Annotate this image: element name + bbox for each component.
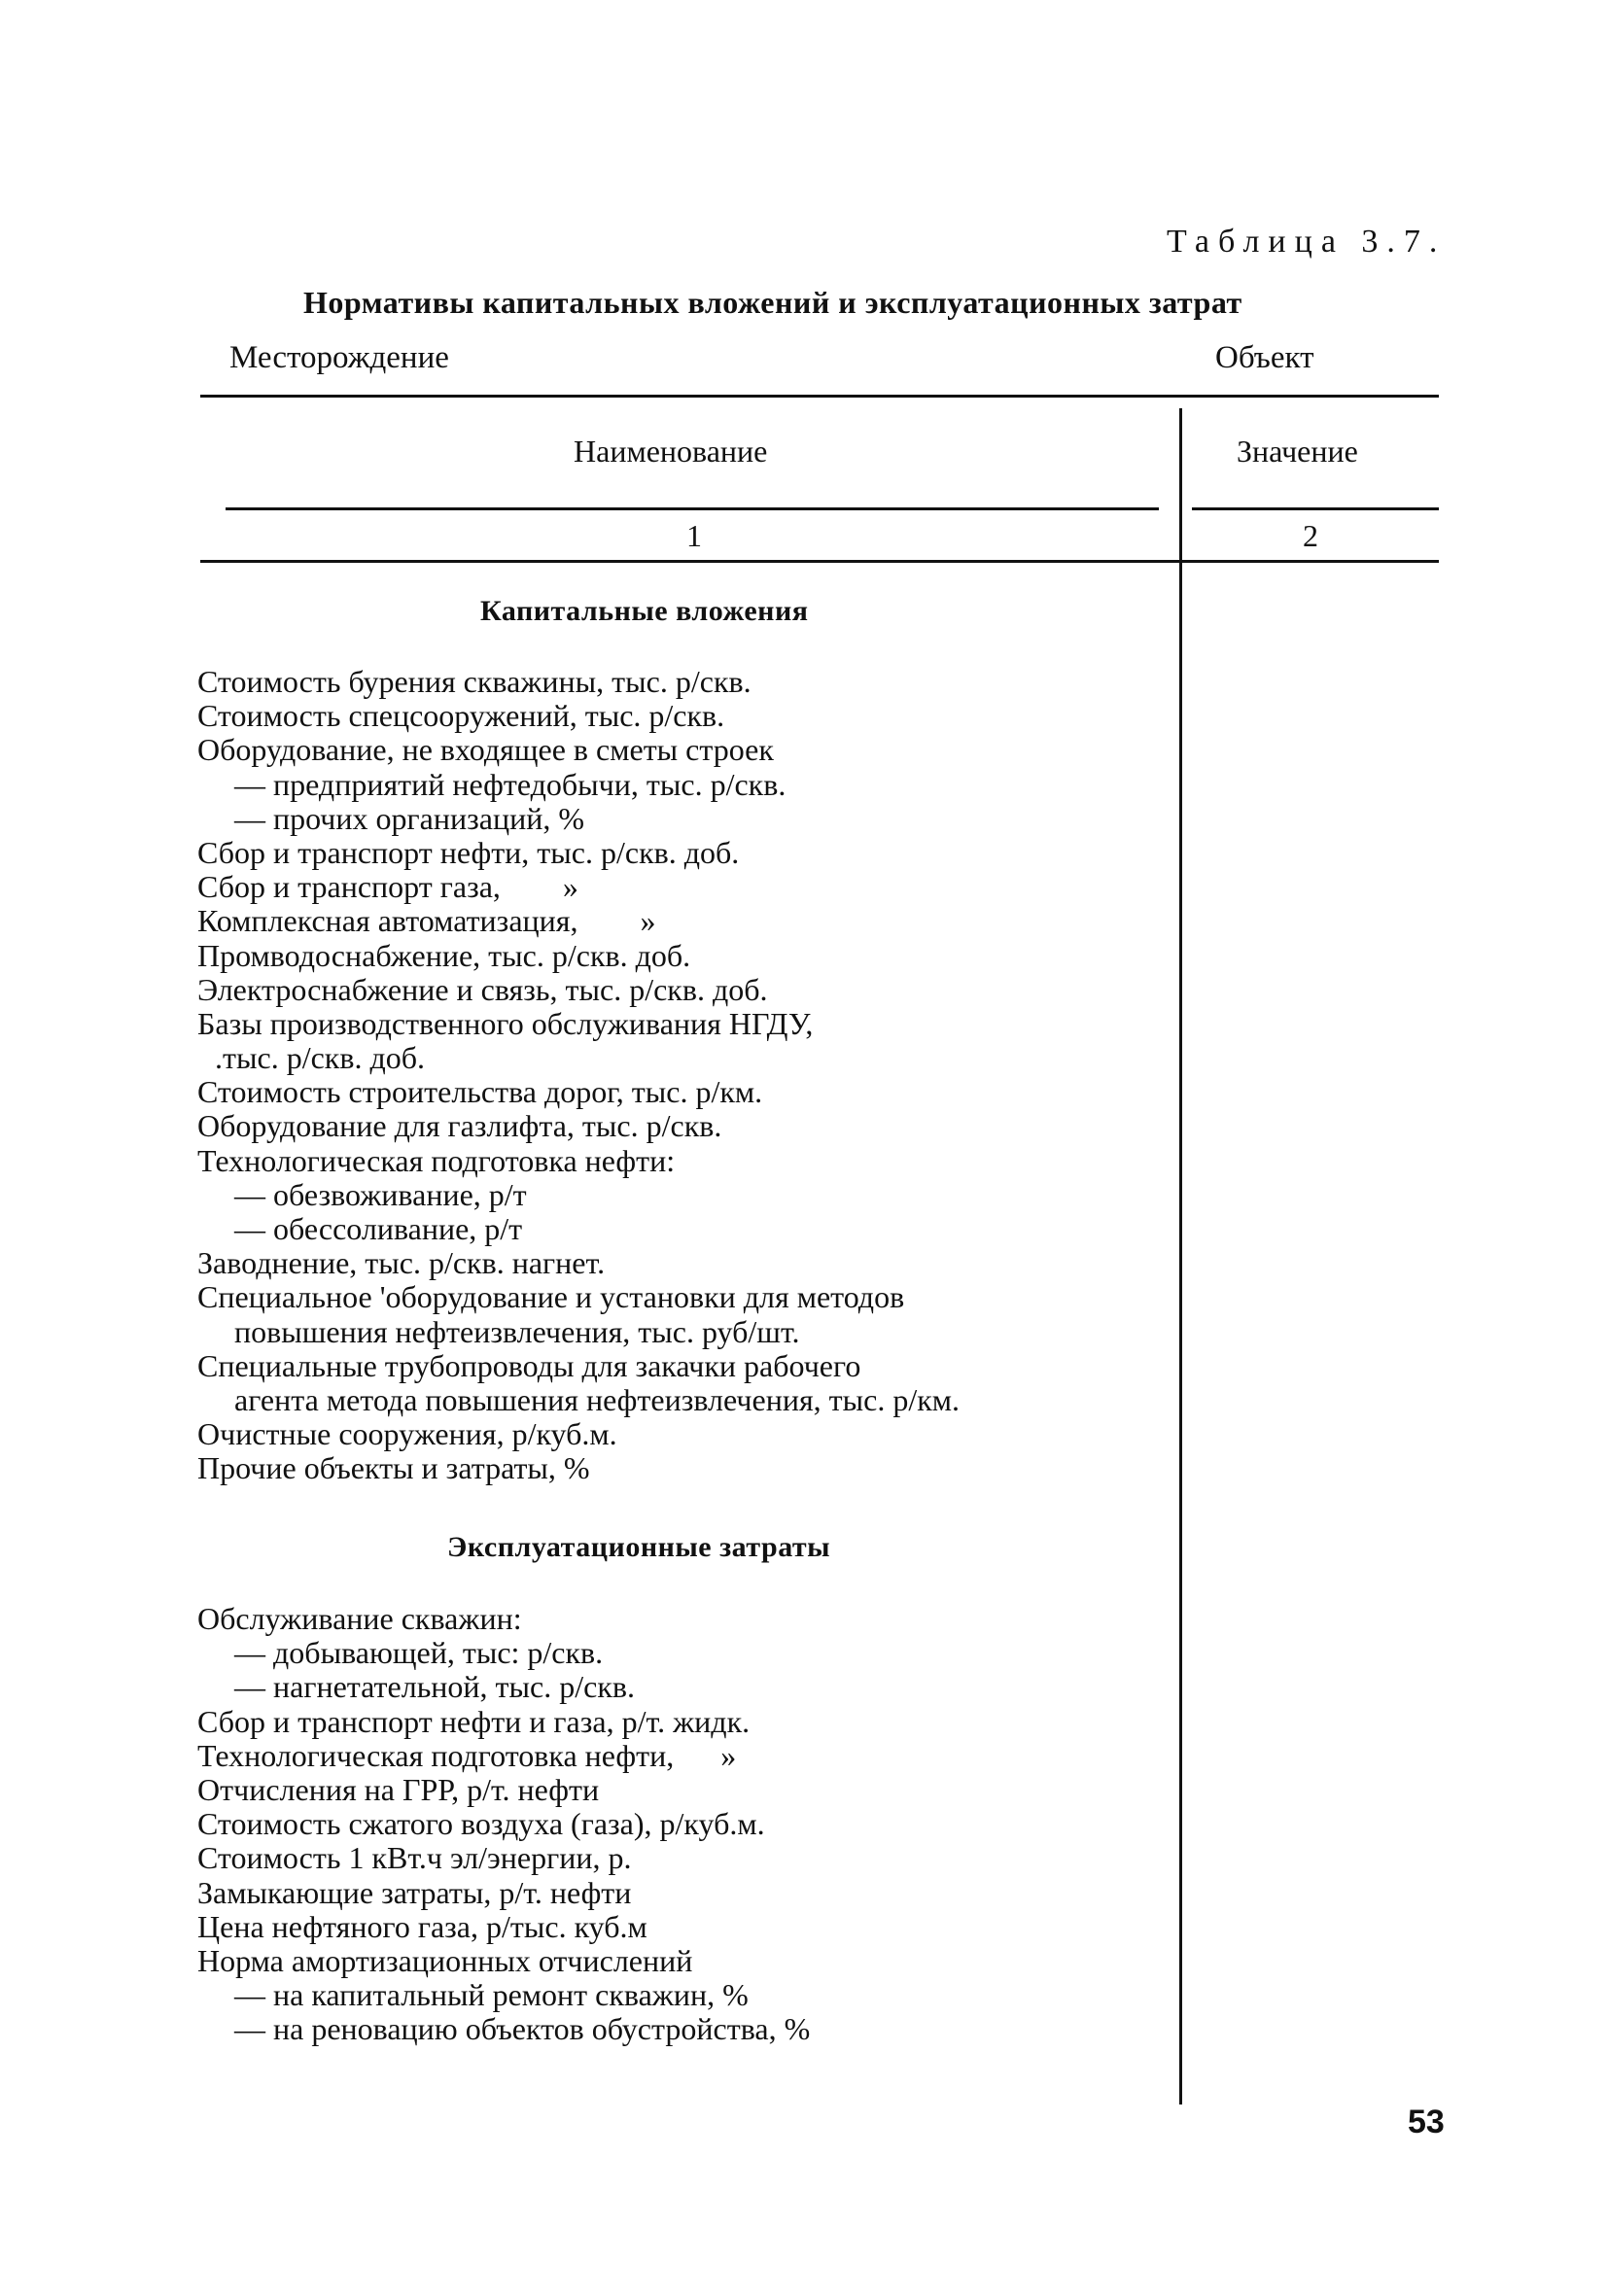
list-item: Заводнение, тыс. р/скв. нагнет. [197, 1245, 606, 1281]
section-title-operating: Эксплуатационные затраты [447, 1531, 831, 1563]
list-item: Специальное 'оборудование и установки для методов [197, 1279, 905, 1315]
list-item: — на капитальный ремонт скважин, % [234, 1977, 749, 2013]
list-item: Сбор и транспорт газа, » [197, 869, 578, 905]
list-item: Оборудование для газлифта, тыс. р/скв. [197, 1108, 722, 1144]
operating-items-list [197, 1602, 810, 2046]
object-label: Объект [1215, 340, 1314, 375]
list-item: Промводоснабжение, тыс. р/скв. доб. [197, 937, 691, 973]
list-item: Очистные сооружения, р/куб.м. [197, 1416, 617, 1452]
list-item: — прочих организаций, % [234, 800, 584, 836]
value-header-rule [1192, 507, 1439, 510]
field-label: Месторождение [229, 340, 449, 375]
list-item: Стоимость бурения скважины, тыс. р/скв. [197, 664, 752, 699]
list-item: — обессоливание, р/т [234, 1211, 523, 1246]
table-title: Нормативы капитальных вложений и эксплуатационных затрат [303, 285, 1242, 320]
list-item: Замыкающие затраты, р/т. нефти [197, 1874, 632, 1910]
list-item: Цена нефтяного газа, р/тыс. куб.м [197, 1908, 647, 1944]
list-item: Обслуживание скважин: [197, 1601, 522, 1636]
list-item: — добывающей, тыс: р/скв. [234, 1635, 604, 1671]
list-item: Технологическая подготовка нефти, » [197, 1737, 737, 1773]
column-header-name: Наименование [574, 434, 768, 469]
section-title-capital: Капитальные вложения [480, 595, 809, 627]
list-item: Сбор и транспорт нефти и газа, р/т. жидк. [197, 1703, 751, 1739]
list-item: Стоимость строительства дорог, тыс. р/км. [197, 1074, 763, 1110]
list-item: — на реновацию объектов обустройства, % [234, 2011, 811, 2047]
column-header-value: Значение [1237, 434, 1358, 469]
list-item: Стоимость сжатого воздуха (газа), р/куб.м. [197, 1806, 765, 1842]
capital-items-list [197, 665, 960, 1486]
list-item: Специальные трубопроводы для закачки рабочего [197, 1347, 861, 1383]
header-bottom-rule [200, 560, 1439, 563]
list-item: Сбор и транспорт нефти, тыс. р/скв. доб. [197, 834, 740, 870]
column-divider [1179, 408, 1182, 2105]
list-item: Технологическая подготовка нефти: [197, 1142, 676, 1178]
list-item: .тыс. р/скв. доб. [215, 1040, 425, 1076]
table-number: Таблица 3.7. [1167, 224, 1447, 260]
list-item: — предприятий нефтедобычи, тыс. р/скв. [234, 766, 787, 802]
list-item: — нагнетательной, тыс. р/скв. [234, 1669, 635, 1705]
list-item: Прочие объекты и затраты, % [197, 1450, 590, 1486]
list-item: Стоимость 1 кВт.ч эл/энергии, р. [197, 1840, 632, 1876]
page-number: 53 [1408, 2104, 1445, 2140]
list-item: Базы производственного обслуживания НГДУ, [197, 1005, 814, 1041]
list-item: — обезвоживание, р/т [234, 1176, 527, 1212]
list-item: Отчисления на ГРР, р/т. нефти [197, 1771, 600, 1807]
table-top-rule [200, 395, 1439, 398]
list-item: Комплексная автоматизация, » [197, 903, 656, 939]
list-item: Электроснабжение и связь, тыс. р/скв. доб. [197, 971, 768, 1007]
list-item: Норма амортизационных отчислений [197, 1942, 693, 1978]
name-header-rule [226, 507, 1159, 510]
list-item: агента метода повышения нефтеизвлечения, тыс. р/км. [234, 1381, 961, 1417]
list-item: Стоимость спецсооружений, тыс. р/скв. [197, 698, 725, 734]
list-item: Оборудование, не входящее в сметы строек [197, 732, 774, 768]
column-number-2: 2 [1303, 518, 1318, 553]
column-number-1: 1 [686, 518, 702, 553]
list-item: повышения нефтеизвлечения, тыс. руб/шт. [234, 1313, 800, 1349]
